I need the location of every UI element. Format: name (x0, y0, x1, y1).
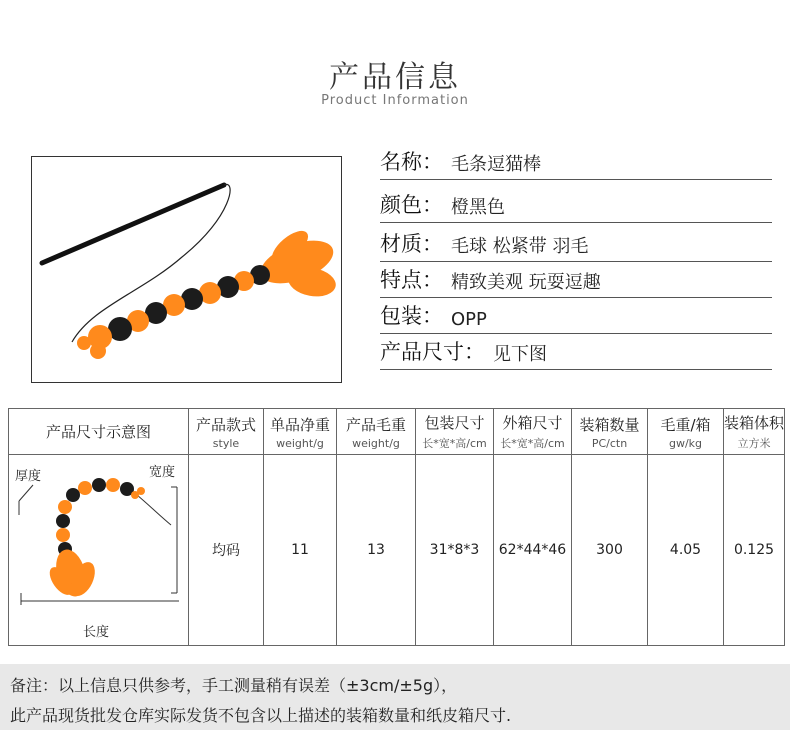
info-value: 橙黑色 (451, 197, 505, 218)
info-value: 见下图 (493, 344, 547, 365)
column-header: 产品毛重 weight/g (337, 409, 416, 455)
table-header-row (9, 409, 785, 455)
info-value: 毛球 松紧带 羽毛 (451, 236, 589, 257)
info-label: 材质： (380, 232, 443, 256)
info-value: 毛条逗猫棒 (451, 154, 541, 175)
table-cell: 13 (337, 455, 416, 646)
table-cell: 均码 (189, 455, 264, 646)
info-value: OPP (451, 309, 487, 330)
width-label: 宽度 (149, 465, 176, 480)
info-label: 名称： (380, 150, 443, 174)
length-label: 长度 (83, 625, 110, 640)
table-cell: 11 (264, 455, 337, 646)
info-row-color (380, 195, 772, 223)
info-label: 颜色： (380, 193, 443, 217)
info-value: 精致美观 玩耍逗趣 (451, 272, 601, 293)
note-line: 备注：以上信息只供参考，手工测量稍有误差（±3cm/±5g）， (10, 676, 458, 695)
table-cell: 31*8*3 (416, 455, 494, 646)
thickness-label: 厚度 (15, 469, 42, 484)
note-line: 此产品现货批发仓库实际发货不包含以上描述的装箱数量和纸皮箱尺寸. (10, 706, 512, 725)
column-header: 外箱尺寸 长*宽*高/cm (494, 409, 572, 455)
column-header: 装箱体积 立方米 (724, 409, 785, 455)
column-header: 单品净重 weight/g (264, 409, 337, 455)
info-label: 特点： (380, 268, 443, 292)
info-label: 包装： (380, 304, 443, 328)
info-row-name (380, 152, 772, 180)
column-header: 毛重/箱 gw/kg (648, 409, 724, 455)
table-cell: 0.125 (724, 455, 785, 646)
table-cell: 4.05 (648, 455, 724, 646)
info-row-package (380, 306, 772, 334)
info-row-features (380, 270, 772, 298)
spec-table (8, 408, 785, 646)
table-cell: 62*44*46 (494, 455, 572, 646)
info-label: 产品尺寸： (380, 340, 485, 364)
column-header: 包装尺寸 长*宽*高/cm (416, 409, 494, 455)
size-diagram (9, 455, 189, 646)
table-cell: 300 (572, 455, 648, 646)
info-row-material (380, 234, 772, 262)
table-row (9, 455, 785, 646)
page-title: 产品信息 (329, 60, 461, 95)
diagram-header: 产品尺寸示意图 (9, 409, 189, 455)
cat-teaser-wand-image (32, 157, 341, 382)
page-subtitle: Product Information (321, 93, 469, 108)
column-header: 装箱数量 PC/ctn (572, 409, 648, 455)
info-row-size (380, 342, 772, 370)
product-photo (31, 156, 342, 383)
note-box (0, 664, 790, 730)
column-header: 产品款式 style (189, 409, 264, 455)
